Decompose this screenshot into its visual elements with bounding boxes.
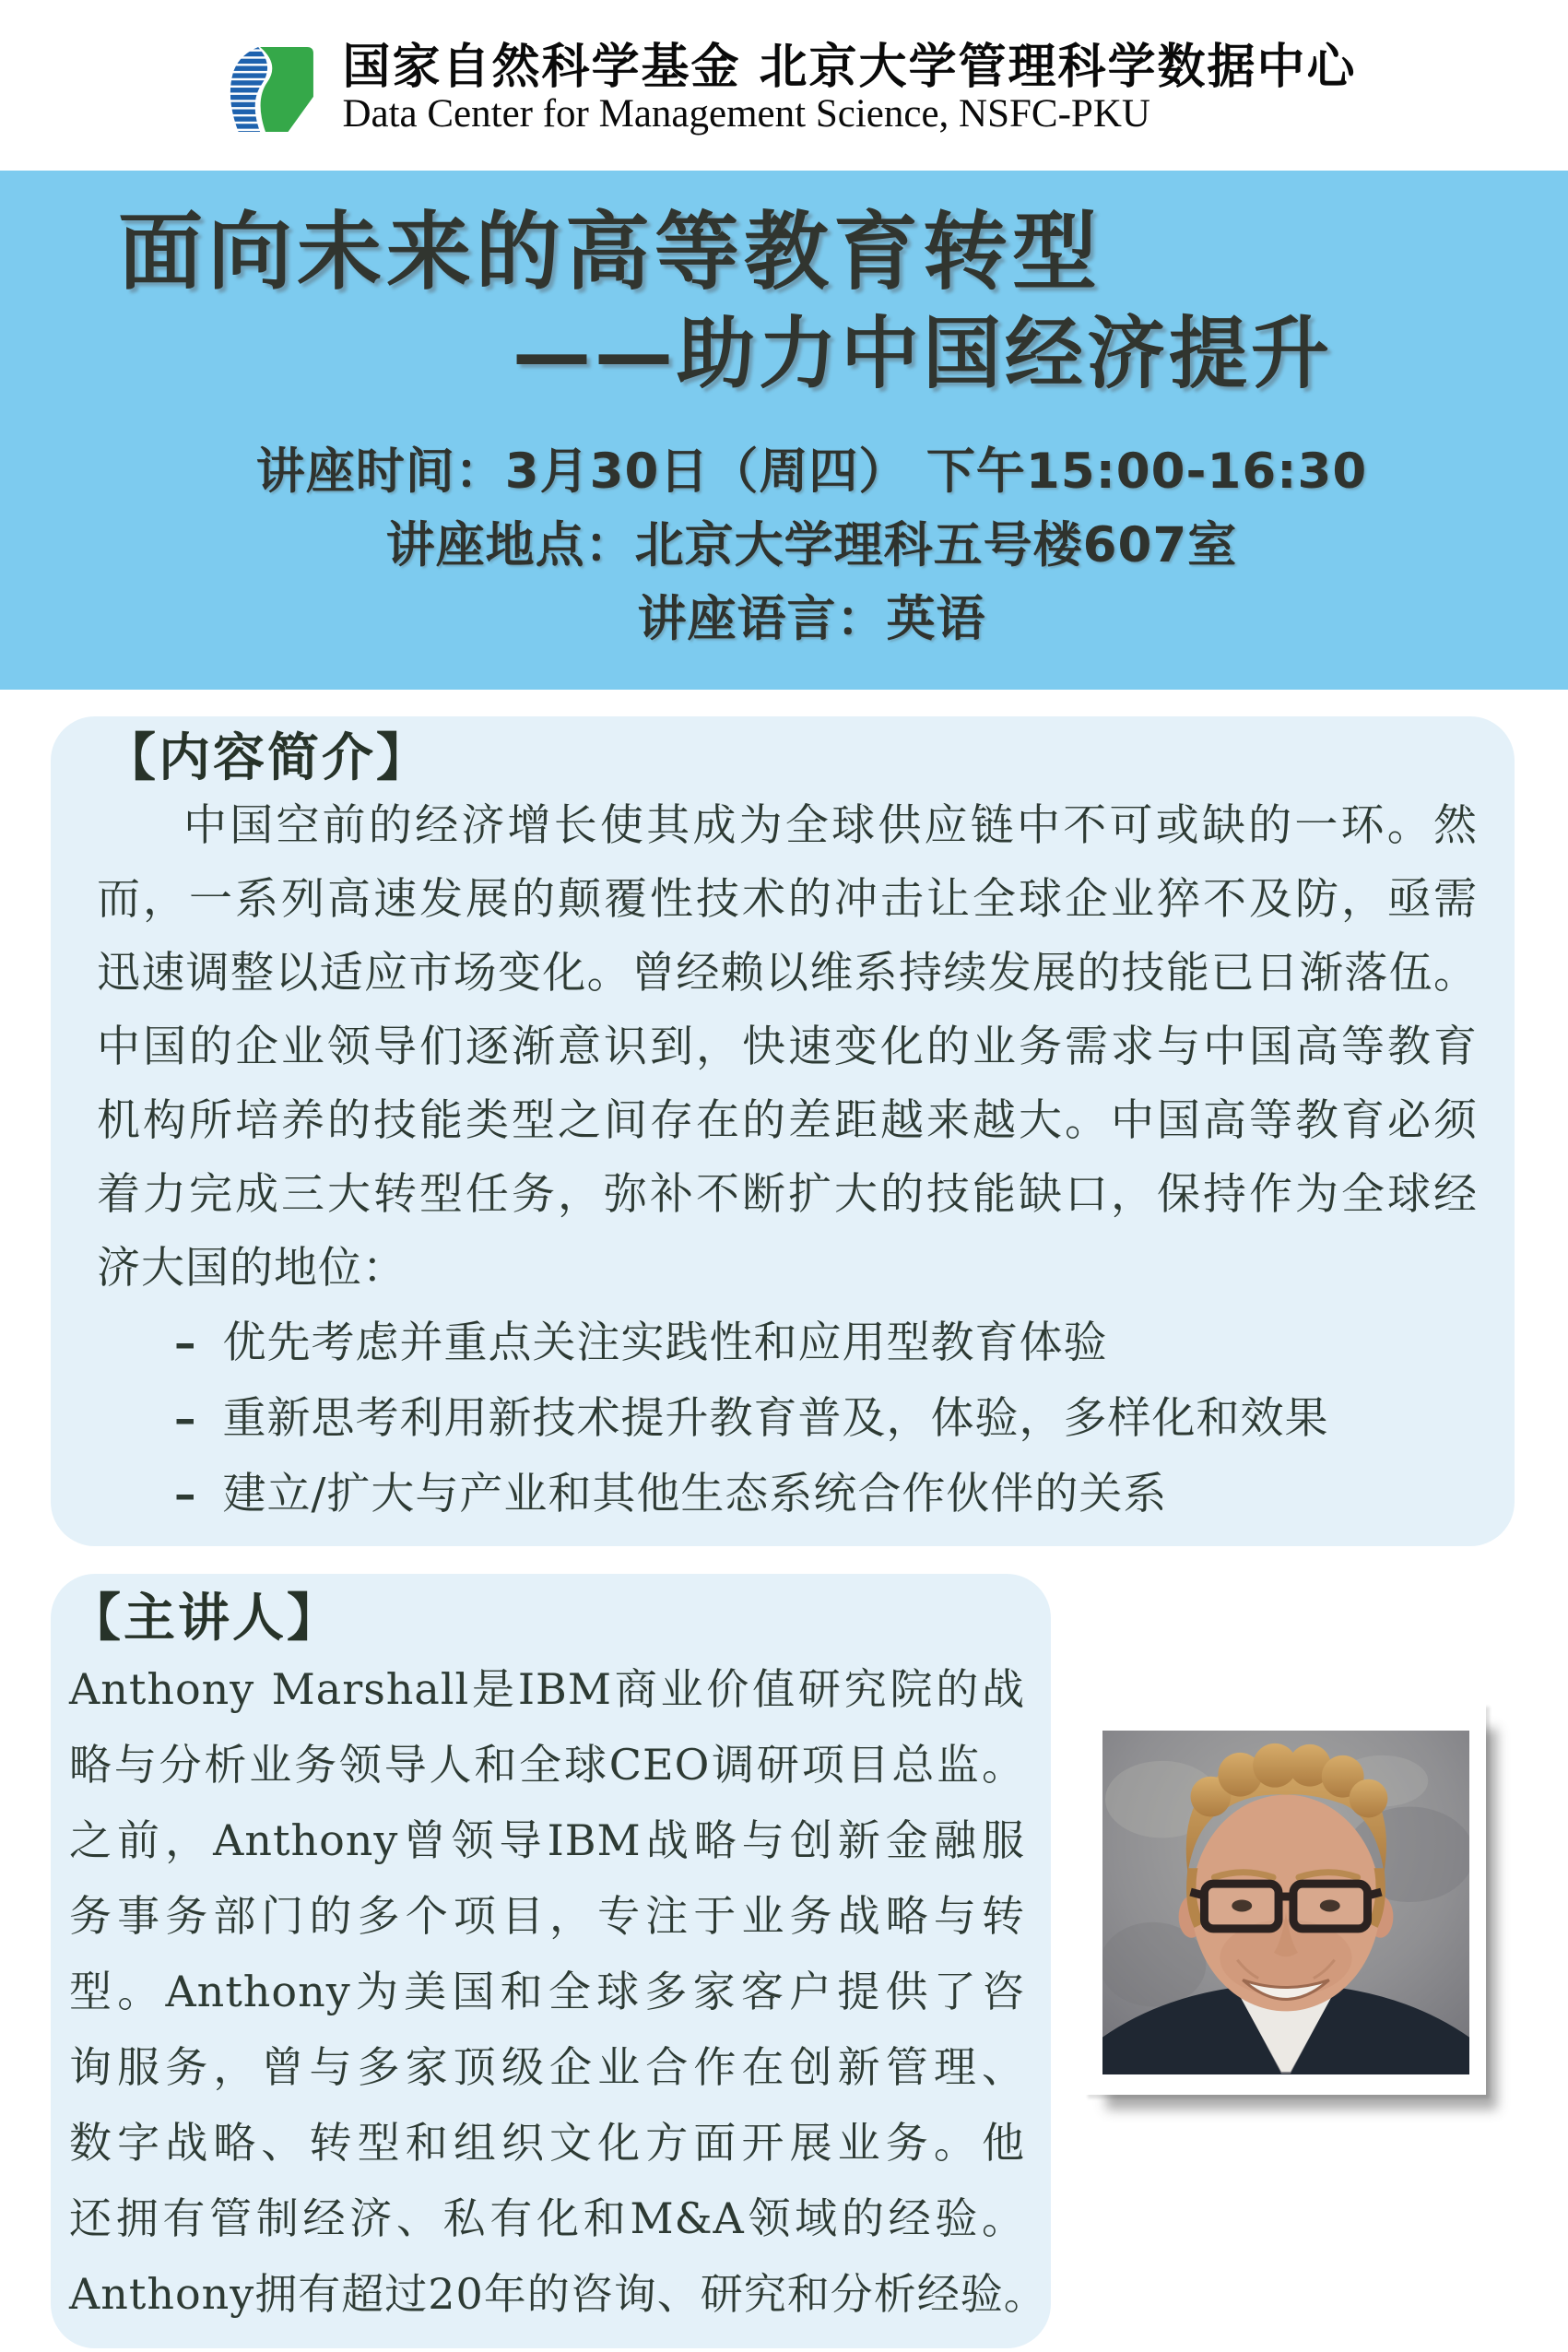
bio-line: 询服务，曾与多家顶级企业合作在创新管理、 <box>69 2042 1025 2092</box>
speaker-heading: 【主讲人】 <box>69 1588 341 1649</box>
abstract-bullet-list <box>97 1306 1478 1532</box>
bullet-text: 建立/扩大与产业和其他生态系统合作伙伴的关系 <box>222 1469 1168 1519</box>
bullet-text: 重新思考利用新技术提升教育普及，体验，多样化和效果 <box>222 1393 1329 1444</box>
bullet-dash: – <box>174 1469 197 1519</box>
bullet-text: 优先考虑并重点关注实践性和应用型教育体验 <box>222 1318 1108 1368</box>
abstract-line: 机构所培养的技能类型之间存在的差距越来越大。中国高等教育必须 <box>97 1095 1478 1146</box>
lecture-language: 讲座语言：英语 <box>637 590 986 647</box>
bullet-dash: – <box>174 1318 197 1368</box>
speaker-section <box>51 1574 1051 2348</box>
nsfc-pku-logo-icon <box>211 44 320 135</box>
bio-line: 之前，Anthony曾领导IBM战略与创新金融服 <box>69 1815 1025 1865</box>
lecture-time: 讲座时间：3月30日（周四） 下午15:00-16:30 <box>255 443 1368 500</box>
abstract-line: 迅速调整以适应市场变化。曾经赖以维系持续发展的技能已日渐落伍。 <box>97 948 1478 999</box>
org-name-block <box>342 41 1356 136</box>
abstract-line: 济大国的地位： <box>97 1243 407 1294</box>
abstract-section <box>51 716 1515 1546</box>
abstract-heading: 【内容简介】 <box>104 727 430 788</box>
bio-line: 型。Anthony为美国和全球多家客户提供了咨 <box>69 1967 1025 2016</box>
title-banner <box>0 171 1568 690</box>
bullet-dash: – <box>174 1393 197 1444</box>
bio-line: Anthony Marshall是IBM商业价值研究院的战 <box>69 1664 1025 1714</box>
lecture-location: 讲座地点：北京大学理科五号楼607室 <box>385 516 1238 573</box>
speaker-portrait-image <box>1102 1731 1469 2074</box>
org-name-english: Data Center for Management Science, NSFC-PKU <box>342 92 1150 136</box>
bio-line: 务事务部门的多个项目，专注于业务战略与转 <box>69 1891 1025 1941</box>
bullet-item <box>174 1457 1478 1532</box>
bio-line: 数字战略、转型和组织文化方面开展业务。他 <box>69 2118 1025 2168</box>
abstract-paragraph <box>97 789 1478 1306</box>
lecture-title-line1: 面向未来的高等教育转型 <box>118 203 1102 301</box>
abstract-line: 而，一系列高速发展的颠覆性技术的冲击让全球企业猝不及防，亟需 <box>97 874 1478 925</box>
abstract-line: 着力完成三大转型任务，弥补不断扩大的技能缺口，保持作为全球经 <box>97 1169 1478 1220</box>
speaker-photo <box>1084 1703 1486 2095</box>
bullet-item <box>174 1306 1478 1381</box>
speaker-bio <box>69 1651 1047 2332</box>
abstract-line: 中国的企业领导们逐渐意识到，快速变化的业务需求与中国高等教育 <box>97 1022 1478 1072</box>
bio-line: 略与分析业务领导人和全球CEO调研项目总监。 <box>69 1740 1025 1790</box>
org-header <box>0 0 1568 171</box>
bullet-item <box>174 1381 1478 1457</box>
abstract-line: 中国空前的经济增长使其成为全球供应链中不可或缺的一环。然 <box>183 800 1478 851</box>
bio-line: 还拥有管制经济、私有化和M&A领域的经验。 <box>69 2193 1025 2243</box>
org-name-chinese: 国家自然科学基金 北京大学管理科学数据中心 <box>342 40 1357 96</box>
lecture-details <box>28 435 1568 656</box>
bio-line: Anthony拥有超过20年的咨询、研究和分析经验。 <box>69 2269 1047 2319</box>
lecture-title-line2: ——助力中国经济提升 <box>513 309 1334 401</box>
